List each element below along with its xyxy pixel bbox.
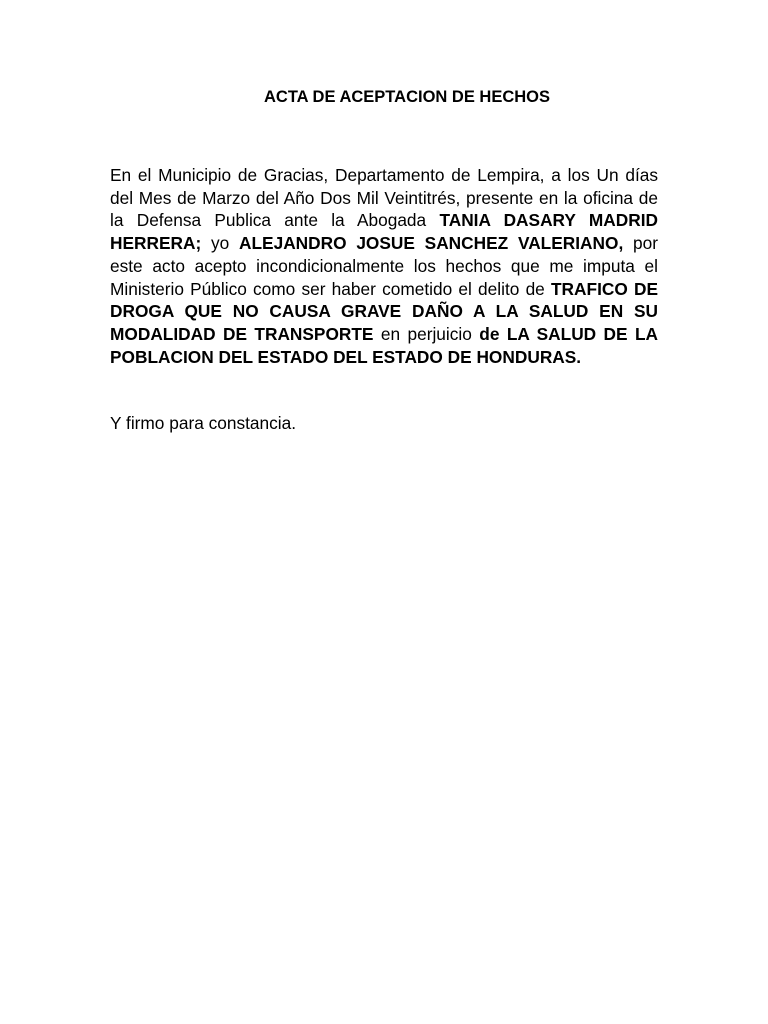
lawyer-name: TANIA DASARY MADRID HERRERA; <box>110 210 658 254</box>
closing-line: Y firmo para constancia. <box>110 413 297 433</box>
document-body-paragraph <box>110 164 658 368</box>
paragraph-text-4: en perjuicio <box>373 323 480 344</box>
victim-description: de LA SALUD DE LA POBLACION DEL ESTADO DEL ESTADO DE HONDURAS. <box>110 323 658 367</box>
crime-description: TRAFICO DE DROGA QUE NO CAUSA GRAVE DAÑO A LA SALUD EN SU MODALIDAD DE TRANSPORTE <box>110 278 659 344</box>
paragraph-text-1: En el Municipio de Gracias, Departamento de Lempira, a los Un días del Mes de Marzo del Año Dos Mil Veintitrés, presente en la oficina de la Defensa Publica ante la Abogada <box>110 165 658 231</box>
defendant-name: ALEJANDRO JOSUE SANCHEZ VALERIANO, <box>239 233 624 254</box>
document-title: ACTA DE ACEPTACION DE HECHOS <box>263 88 550 106</box>
paragraph-text-2: yo <box>201 233 240 254</box>
paragraph-text-3: por este acto acepto incondicionalmente los hechos que me imputa el Ministerio Público como ser haber cometido el delito de <box>110 233 659 299</box>
